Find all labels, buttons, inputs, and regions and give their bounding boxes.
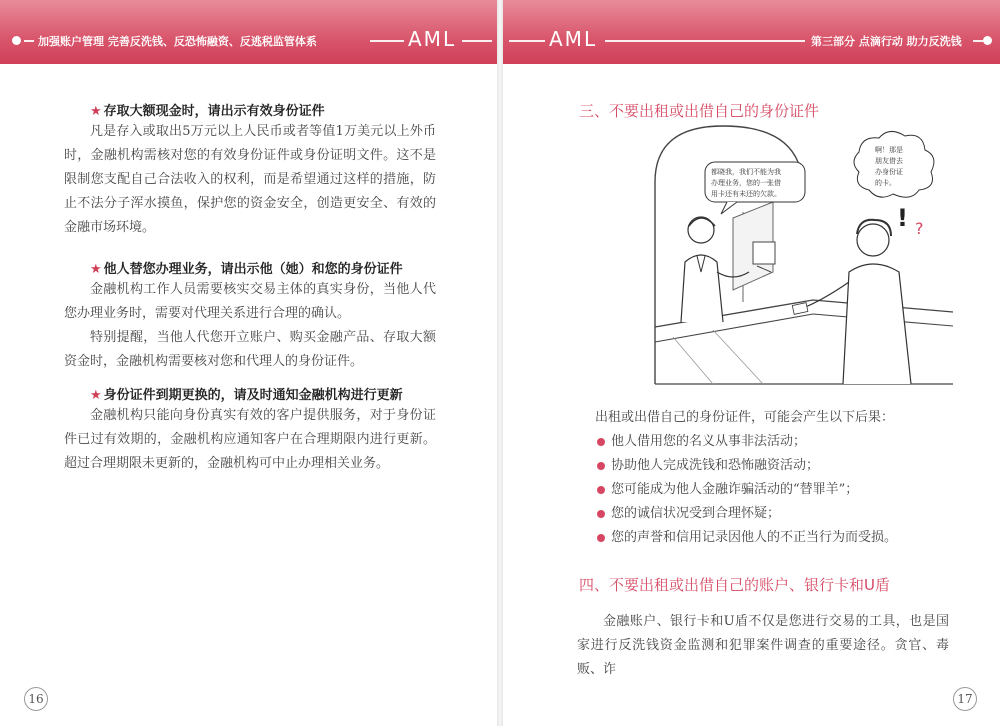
right-header — [503, 0, 1000, 64]
heading-text: 存取大额现金时，请出示有效身份证件 — [103, 104, 325, 119]
question-icon: ? — [915, 219, 924, 238]
clerk-bubble-line: 办理业务，您的一张借 — [711, 179, 781, 187]
section-heading-expiry — [90, 384, 403, 403]
paragraph: 凡是存入或取出5万元以上人民币或者等值1万美元以上外币时，金融机构需核对您的有效身份证件或身份证明文件。这不是限制您支配自己合法收入的权利，而是希望通过这样的措施，防止不法分子浑水摸鱼，保护您的资金安全，创造更安全、有效的金融市场环境。 — [64, 124, 436, 235]
clerk-bubble-line: 用卡还有未还的欠款。 — [711, 190, 781, 198]
header-line — [462, 40, 492, 42]
header-line — [605, 40, 805, 42]
left-page — [0, 0, 497, 726]
page-number: 16 — [24, 687, 48, 711]
right-page — [503, 0, 1000, 726]
header-dot-icon — [983, 36, 992, 45]
paragraph: 金融机构工作人员需要核实交易主体的真实身份，当他人代您办理业务时，需要对代理关系进行合理的确认。 — [64, 282, 436, 321]
star-icon: ★ — [90, 388, 102, 403]
section-title-accounts: 四、不要出租或出借自己的账户、银行卡和U盾 — [579, 576, 890, 594]
paragraph: 金融机构只能向身份真实有效的客户提供服务，对于身份证件已过有效期的，金融机构应通知客户在合理期限内进行更新。超过合理期限未更新的，金融机构可中止办理相关业务。 — [64, 408, 436, 471]
list-item: 他人借用您的名义从事非法活动； — [597, 430, 897, 454]
customer-bubble-line: 朋友借去 — [875, 157, 903, 165]
counter-shade — [673, 337, 713, 384]
aml-logo: AML — [549, 27, 598, 51]
paragraph: 金融账户、银行卡和U盾不仅是您进行交易的工具，也是国家进行反洗钱资金监测和犯罪案件调查的重要途径。贪官、毒贩、诈 — [577, 614, 949, 677]
right-header-title: 第三部分 点滴行动 助力反洗钱 — [811, 35, 962, 48]
section-title-id-card: 三、不要出租或出借自己的身份证件 — [579, 102, 820, 120]
customer-body — [843, 264, 911, 384]
counter-shade — [713, 330, 763, 384]
exclamation-icon: ! — [897, 204, 908, 232]
section-heading-large-cash — [90, 100, 325, 119]
header-dot-icon — [12, 36, 21, 45]
heading-text: 身份证件到期更换的，请及时通知金融机构进行更新 — [103, 388, 403, 403]
section-heading-agent — [90, 258, 403, 277]
card — [792, 303, 808, 315]
customer-bubble-line: 啊！那是 — [875, 146, 903, 154]
header-line — [370, 40, 404, 42]
clerk-bubble-line: 都晓我，我们不能为我 — [711, 168, 781, 176]
customer-bubble-line: 的卡。 — [875, 179, 896, 187]
page-number: 17 — [953, 687, 977, 711]
bank-counter-illustration — [653, 122, 953, 390]
left-header-title: 加强账户管理 完善反洗钱、反恐怖融资、反逃税监管体系 — [38, 35, 317, 48]
bubble-tail — [721, 202, 737, 214]
list-item: 您的声誉和信用记录因他人的不正当行为而受损。 — [597, 526, 897, 550]
star-icon: ★ — [90, 104, 102, 119]
consequences-intro: 出租或出借自己的身份证件，可能会产生以下后果： — [595, 410, 895, 425]
customer-head — [857, 224, 889, 256]
clerk-body — [681, 255, 723, 322]
header-line — [509, 40, 545, 42]
header-line — [24, 40, 34, 42]
customer-arm — [803, 282, 849, 308]
left-header — [0, 0, 497, 64]
customer-bubble-line: 办身份证 — [875, 168, 903, 176]
header-line — [973, 40, 983, 42]
heading-text: 他人替您办理业务，请出示他（她）和您的身份证件 — [103, 262, 403, 277]
star-icon: ★ — [90, 262, 102, 277]
consequences-list — [597, 430, 897, 550]
list-item: 您的诚信状况受到合理怀疑； — [597, 502, 897, 526]
aml-logo: AML — [408, 27, 457, 51]
computer-monitor — [753, 242, 775, 264]
paragraph: 特别提醒，当他人代您开立账户、购买金融产品、存取大额资金时，金融机构需要核对您和代理人的身份证件。 — [64, 330, 436, 369]
list-item: 协助他人完成洗钱和恐怖融资活动； — [597, 454, 897, 478]
list-item: 您可能成为他人金融诈骗活动的“替罪羊”； — [597, 478, 897, 502]
